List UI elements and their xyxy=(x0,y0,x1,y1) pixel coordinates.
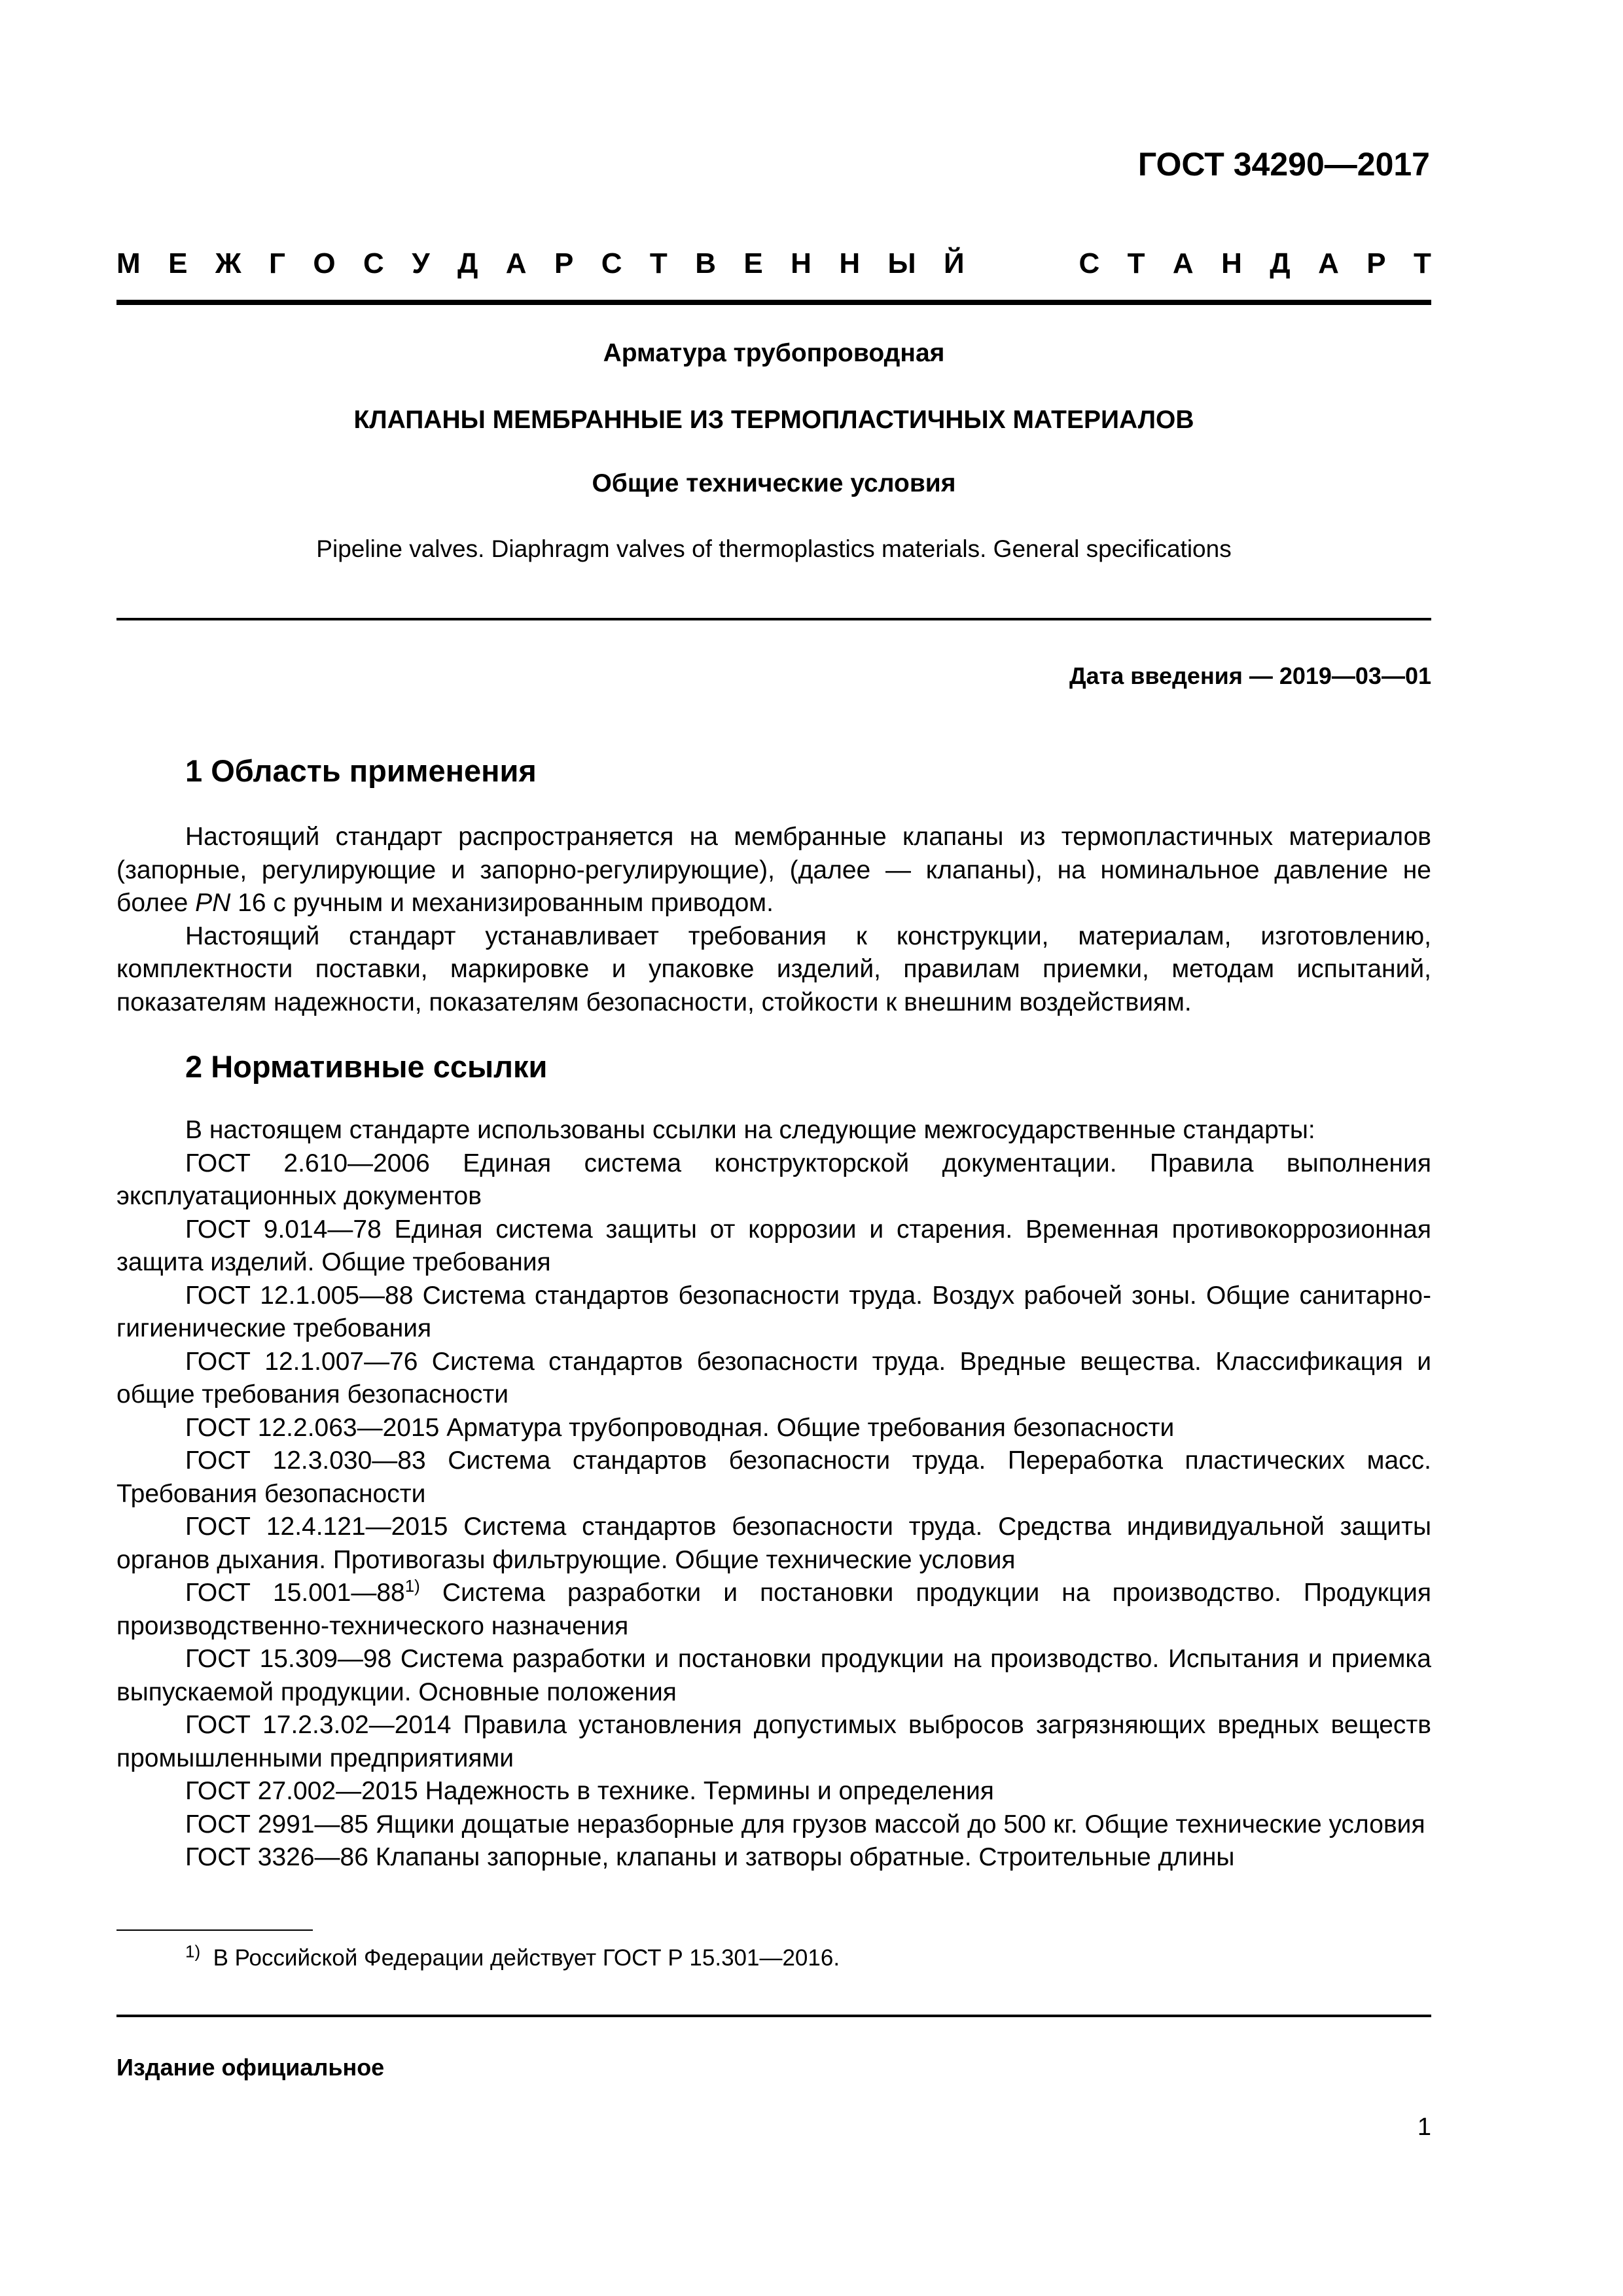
reference-item: ГОСТ 3326—86 Клапаны запорные, клапаны и затворы обратные. Строительные длины xyxy=(185,1843,1235,1871)
reference-item: ГОСТ 12.3.030—83 Система стандартов безопасности труда. Переработка пластических масс. Требования безопасности xyxy=(116,1446,1431,1508)
banner-letter: Е xyxy=(743,247,763,279)
title-subtitle: Общие технические условия xyxy=(592,469,956,497)
banner-letter: А xyxy=(505,247,527,279)
official-edition-label: Издание официальное xyxy=(116,2054,385,2081)
banner-letter: Й xyxy=(944,247,965,279)
reference-item: ГОСТ 9.014—78 Единая система защиты от коррозии и старения. Временная противокоррозионная защита изделий. Общие требования xyxy=(116,1215,1431,1276)
references-intro: В настоящем стандарте использованы ссылки на следующие межгосударственные стандарты: xyxy=(185,1116,1315,1144)
banner-letter: М xyxy=(116,247,141,279)
banner-letter: У xyxy=(412,247,430,279)
reference-item: ГОСТ 12.4.121—2015 Система стандартов безопасности труда. Средства индивидуальной защиты органов дыхания. Противогазы фильтрующие. Общие технические условия xyxy=(116,1513,1431,1574)
banner-letter: А xyxy=(1318,247,1339,279)
footnote-reference-mark: 1) xyxy=(404,1576,420,1596)
banner-letter: Е xyxy=(168,247,188,279)
scope-paragraph-2: Настоящий стандарт устанавливает требования к конструкции, материалам, изготовлению, комплектности поставки, маркировке и упаковке изделий, правилам приемки, методам испытаний, показателям надежности, показателям безопасности, стойкости к внешним воздействиям. xyxy=(116,922,1431,1016)
banner-letter: Н xyxy=(1221,247,1242,279)
footnote-mark: 1) xyxy=(185,1941,201,1962)
banner-letter: Ж xyxy=(215,247,241,279)
page-number: 1 xyxy=(1417,2113,1431,2141)
title-english: Pipeline valves. Diaphragm valves of thermoplastics materials. General specifications xyxy=(316,535,1232,562)
footer-divider xyxy=(116,2015,1431,2017)
reference-item: ГОСТ 12.1.005—88 Система стандартов безопасности труда. Воздух рабочей зоны. Общие санитарно-гигиенические требования xyxy=(116,1281,1431,1342)
banner-word-gap xyxy=(992,247,1051,280)
reference-item: ГОСТ 27.002—2015 Надежность в технике. Термины и определения xyxy=(185,1777,994,1805)
banner-letter: А xyxy=(1172,247,1194,279)
section-2-body xyxy=(116,1114,1431,1874)
banner-letter: Н xyxy=(839,247,861,279)
interstate-standard-banner xyxy=(116,247,1431,280)
reference-item: ГОСТ 2991—85 Ящики дощатые неразборные для грузов массой до 500 кг. Общие технические условия xyxy=(185,1810,1425,1839)
document-number: ГОСТ 34290—2017 xyxy=(1137,146,1430,183)
scope-paragraph-1: Настоящий стандарт распространяется на мембранные клапаны из термопластичных материалов (запорные, регулирующие и запорно-регулирующие), (далее — клапаны), на номинальное давление не более PN 16 с ручным и механизированным приводом. xyxy=(116,823,1431,917)
banner-letter: Т xyxy=(1127,247,1145,279)
banner-letter: О xyxy=(313,247,336,279)
reference-item: ГОСТ 12.2.063—2015 Арматура трубопроводная. Общие требования безопасности xyxy=(185,1413,1175,1442)
reference-item: ГОСТ 15.001—88$^{1)}$ Система разработки и постановки продукции на производство. Продукция производственно-технического назначения xyxy=(116,1576,1431,1640)
banner-letter: Т xyxy=(649,247,668,279)
banner-letter: Ы xyxy=(887,247,916,279)
title-divider xyxy=(116,618,1431,620)
section-1-heading: 1 Область применения xyxy=(185,753,537,788)
banner-letter: Р xyxy=(1366,247,1386,279)
section-1-body xyxy=(116,821,1431,1019)
banner-letter: В xyxy=(695,247,716,279)
banner-letter: Г xyxy=(269,247,285,279)
footnote: $^{1)}$ В Российской Федерации действует ГОСТ Р 15.301—2016. xyxy=(185,1941,840,1971)
introduction-date: Дата введения — 2019—03—01 xyxy=(1069,662,1431,689)
reference-item: ГОСТ 15.309—98 Система разработки и постановки продукции на производство. Испытания и приемка выпускаемой продукции. Основные положения xyxy=(116,1645,1431,1706)
footnote-separator xyxy=(116,1929,313,1931)
reference-item: ГОСТ 2.610—2006 Единая система конструкторской документации. Правила выполнения эксплуатационных документов xyxy=(116,1149,1431,1210)
title-main: КЛАПАНЫ МЕМБРАННЫЕ ИЗ ТЕРМОПЛАСТИЧНЫХ МАТЕРИАЛОВ xyxy=(353,406,1194,434)
banner-letter: Д xyxy=(1270,247,1291,279)
title-group: Арматура трубопроводная xyxy=(603,339,945,367)
banner-letter: С xyxy=(1079,247,1100,279)
pn-symbol: PN xyxy=(195,889,231,917)
header-divider xyxy=(116,300,1431,305)
banner-letter: С xyxy=(601,247,622,279)
banner-letter: Д xyxy=(457,247,478,279)
banner-letter: Р xyxy=(554,247,574,279)
section-2-heading: 2 Нормативные ссылки xyxy=(185,1049,548,1084)
reference-item: ГОСТ 17.2.3.02—2014 Правила установления допустимых выбросов загрязняющих вредных веществ промышленными предприятиями xyxy=(116,1711,1431,1772)
banner-letter: Т xyxy=(1414,247,1431,279)
reference-item: ГОСТ 12.1.007—76 Система стандартов безопасности труда. Вредные вещества. Классификация и общие требования безопасности xyxy=(116,1347,1431,1408)
banner-letter: Н xyxy=(791,247,812,279)
banner-letter: С xyxy=(363,247,384,279)
